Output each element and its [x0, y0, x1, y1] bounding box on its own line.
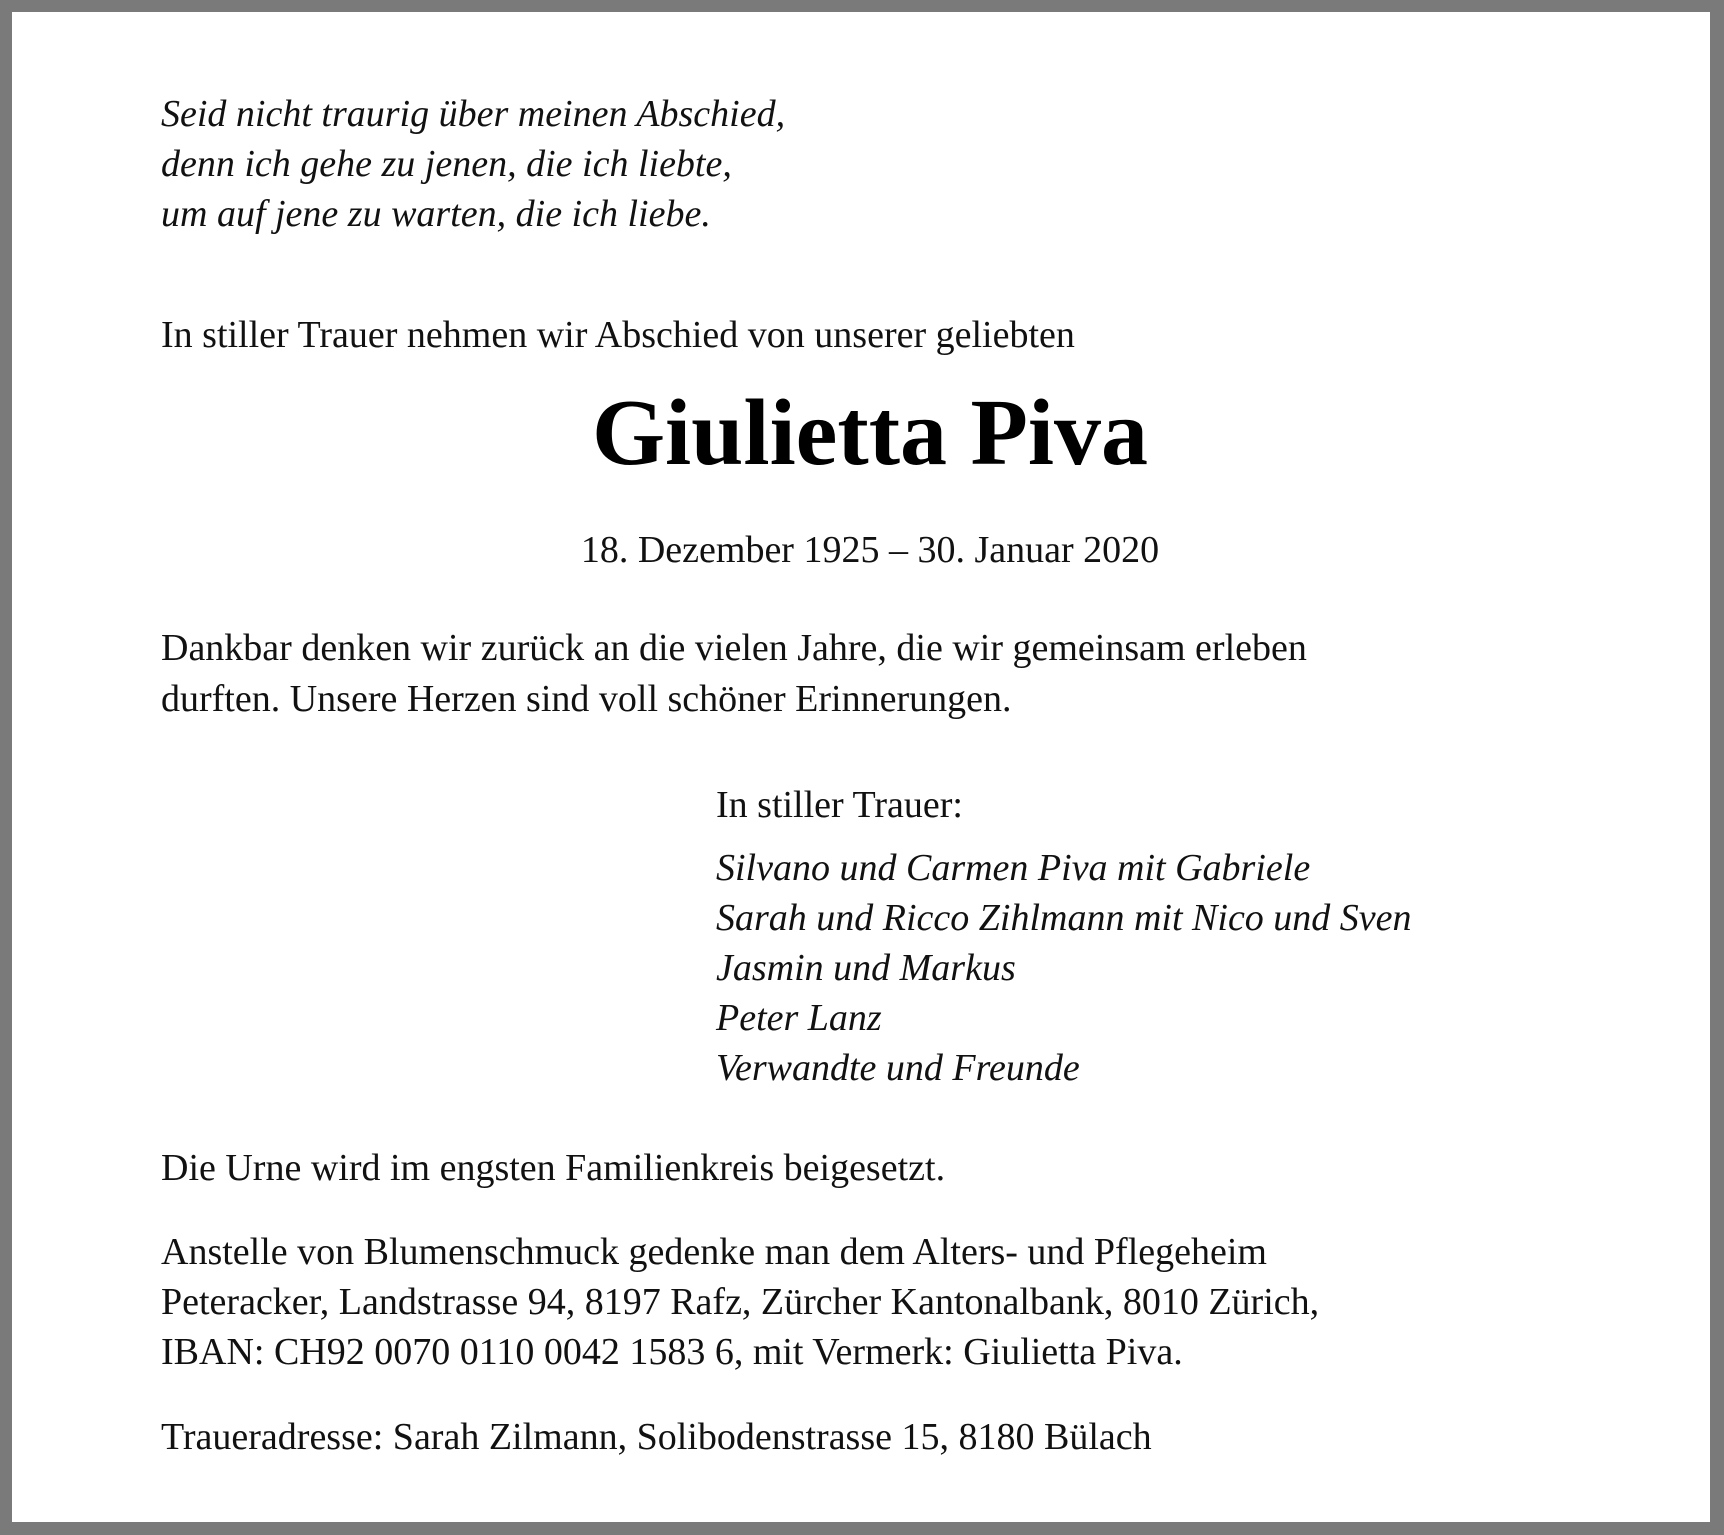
- mourner-item: Verwandte und Freunde: [716, 1047, 1080, 1089]
- mourners-heading: In stiller Trauer:: [716, 784, 963, 826]
- donation-paragraph: [161, 1227, 1319, 1377]
- mourning-address: Traueradresse: Sarah Zilmann, Solibodenstrasse 15, 8180 Bülach: [161, 1416, 1152, 1458]
- deceased-name: Giulietta Piva: [591, 381, 1149, 485]
- gratitude-line: durften. Unsere Herzen sind voll schöner Erinnerungen.: [161, 678, 1012, 720]
- life-dates: 18. Dezember 1925 – 30. Januar 2020: [580, 529, 1160, 571]
- donation-line: IBAN: CH92 0070 0110 0042 1583 6, mit Vermerk: Giulietta Piva.: [161, 1331, 1183, 1373]
- gratitude-line: Dankbar denken wir zurück an die vielen Jahre, die wir gemeinsam erleben: [161, 627, 1307, 669]
- donation-line: Anstelle von Blumenschmuck gedenke man dem Alters- und Pflegeheim: [161, 1231, 1267, 1273]
- mourner-item: Jasmin und Markus: [716, 947, 1016, 989]
- mourner-item: Silvano und Carmen Piva mit Gabriele: [716, 847, 1311, 889]
- obituary-page: [12, 12, 1710, 1522]
- mourners-list: [716, 843, 1412, 1093]
- gratitude-paragraph: [161, 623, 1307, 725]
- mourner-item: Peter Lanz: [716, 997, 882, 1039]
- poem-line: um auf jene zu warten, die ich liebe.: [161, 193, 711, 235]
- burial-note: Die Urne wird im engsten Familienkreis beigesetzt.: [161, 1147, 946, 1189]
- donation-line: Peteracker, Landstrasse 94, 8197 Rafz, Zürcher Kantonalbank, 8010 Zürich,: [161, 1281, 1320, 1323]
- poem-line: denn ich gehe zu jenen, die ich liebte,: [161, 143, 732, 185]
- poem: [161, 89, 785, 239]
- mourner-item: Sarah und Ricco Zihlmann mit Nico und Sven: [716, 897, 1412, 939]
- intro-text: In stiller Trauer nehmen wir Abschied von unserer geliebten: [161, 314, 1075, 356]
- poem-line: Seid nicht traurig über meinen Abschied,: [161, 93, 786, 135]
